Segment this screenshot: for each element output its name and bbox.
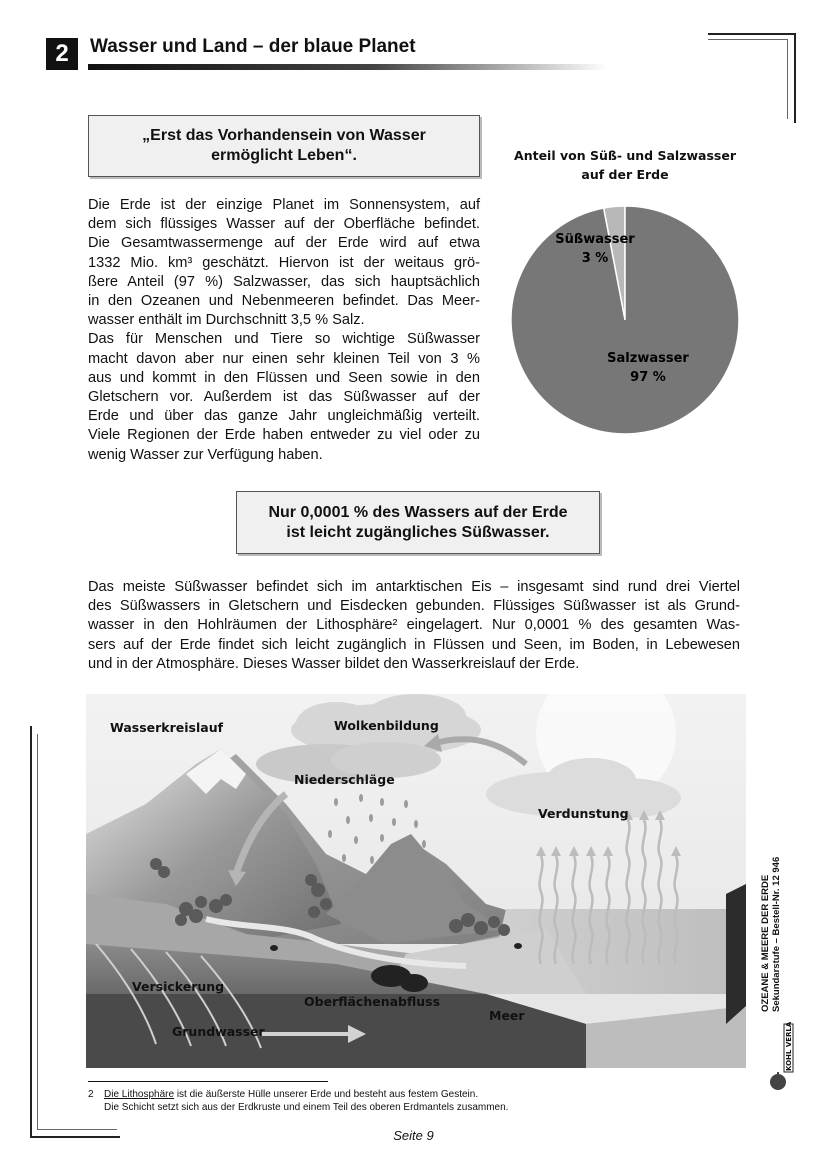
label-grundwasser: Grundwasser xyxy=(172,1024,265,1039)
publisher-logo xyxy=(768,1022,794,1094)
footnote xyxy=(88,1088,508,1114)
second-line: des Süßwassers in Gletschern und Eisdecken gebunden. Flüssiges Süßwasser ist als Grund- xyxy=(88,598,740,615)
chart-title xyxy=(505,146,745,184)
label-oberflaechenabfluss: Oberflächenabfluss xyxy=(304,994,441,1009)
highlight-line-1: Nur 0,0001 % des Wassers auf der Erde xyxy=(268,503,568,521)
frame-top-right-v xyxy=(794,33,796,123)
quote-line-2: ermöglicht Leben“. xyxy=(211,147,357,164)
intro-line: wasser enthält im Durchschnitt 3,5 % Salz. xyxy=(88,312,365,329)
footnote-rule xyxy=(88,1081,328,1082)
page-number: Seite 9 xyxy=(393,1128,434,1143)
second-line: wasser in den Hohlräumen der Lithosphäre² eingelagert. Nur 0,0001 % des gesamten Was- xyxy=(88,617,740,634)
intro-line: aus und kommt in den Flüssen und Seen sowie in den xyxy=(88,369,480,386)
footnote-line-2: Die Schicht setzt sich aus der Erdkruste und einem Teil des oberen Erdmantels zusammen. xyxy=(104,1102,509,1113)
pie-label-suesswasser-name: Süßwasser xyxy=(555,232,635,247)
intro-line: in den Ozeanen und Nebenmeeren befindet. Das Meer- xyxy=(88,293,480,310)
right-cliff xyxy=(726,884,746,1024)
intro-line: Erde und über das ganze Jahr ungleichmäßig verteilt. xyxy=(88,408,480,425)
intro-line: Die Erde ist der einzige Planet im Sonnensystem, auf xyxy=(88,197,480,213)
chart-title-line-1: Anteil von Süß- und Salzwasser xyxy=(514,148,736,163)
frame-top-right-v2 xyxy=(787,39,788,119)
label-wolkenbildung: Wolkenbildung xyxy=(334,718,439,733)
second-line: sers auf der Erde findet sich leicht zugänglich in Flüssen und Seen, im Boden, in Lebewesen xyxy=(88,636,740,653)
quote-box xyxy=(88,115,480,177)
chapter-number: 2 xyxy=(46,38,78,70)
frame-left-v xyxy=(30,726,32,1138)
label-versickerung: Versickerung xyxy=(132,979,225,994)
intro-line: ßere Anteil (97 %) Salzwasser, das sich hauptsächlich xyxy=(88,273,480,290)
second-line: und in der Atmosphäre. Dieses Wasser bildet den Wasserkreislauf der Erde. xyxy=(88,655,580,672)
intro-line: Gletschern vor. Außerdem ist das Süßwasser auf der xyxy=(88,389,480,406)
intro-line: dem sich flüssiges Wasser auf der Oberfläche befindet. xyxy=(88,216,480,233)
pie-label-salzwasser-name: Salzwasser xyxy=(607,351,689,366)
footnote-term: Die Lithosphäre xyxy=(104,1089,175,1100)
label-verdunstung: Verdunstung xyxy=(538,806,629,821)
frame-top-right-h xyxy=(708,33,796,35)
side-label-line-2: Sekundarstufe – Bestell-Nr. 12 946 xyxy=(771,856,782,1012)
frame-left-v2 xyxy=(37,734,38,1130)
label-meer: Meer xyxy=(489,1008,525,1023)
intro-line: Die Gesamtwassermenge auf der Erde wird auf etwa xyxy=(88,235,480,252)
intro-line: wenig Wasser zur Verfügung haben. xyxy=(88,446,323,463)
diagram-title: Wasserkreislauf xyxy=(110,720,224,735)
frame-top-right-h2 xyxy=(708,39,788,40)
label-niederschlaege: Niederschläge xyxy=(294,772,395,787)
highlight-line-2: ist leicht zugängliches Süßwasser. xyxy=(286,523,550,541)
intro-line: 1332 Mio. km³ geschätzt. Hiervon ist der weitaus grö- xyxy=(88,254,480,271)
side-label-line-1: OZEANE & MEERE DER ERDE xyxy=(760,874,771,1012)
quote-line-1: „Erst das Vorhandensein von Wasser xyxy=(142,127,426,144)
pie-label-suesswasser-value: 3 % xyxy=(581,251,609,266)
page-title: Wasser und Land – der blaue Planet xyxy=(90,36,416,57)
logo-text: KOHL VERLAG xyxy=(785,1022,793,1071)
second-line: Das meiste Süßwasser befindet sich im antarktischen Eis – insgesamt sind rund drei Viertel xyxy=(88,579,740,595)
pie-label-salzwasser-value: 97 % xyxy=(630,370,666,385)
title-underline xyxy=(88,64,608,70)
water-cycle-illustration xyxy=(86,694,746,1068)
second-paragraph xyxy=(88,578,740,674)
footnote-line-1 xyxy=(88,1088,508,1101)
intro-paragraph xyxy=(88,196,480,465)
footnote-text-1: ist die äußerste Hülle unserer Erde und besteht aus festem Gestein. xyxy=(174,1089,479,1100)
chart-title-line-2: auf der Erde xyxy=(581,167,669,182)
logo-graphic xyxy=(768,1022,794,1094)
highlight-box xyxy=(236,491,600,554)
side-publication-label xyxy=(760,857,782,1012)
pie-chart xyxy=(505,200,745,440)
footnote-number: 2 xyxy=(88,1089,94,1100)
intro-line: macht davon aber nur einen sehr kleinen Teil von 3 % xyxy=(88,350,480,367)
intro-line: Viele Regionen der Erde haben entweder zu viel oder zu xyxy=(88,427,480,444)
intro-line: Das für Menschen und Tiere so wichtige Süßwasser xyxy=(88,331,480,348)
